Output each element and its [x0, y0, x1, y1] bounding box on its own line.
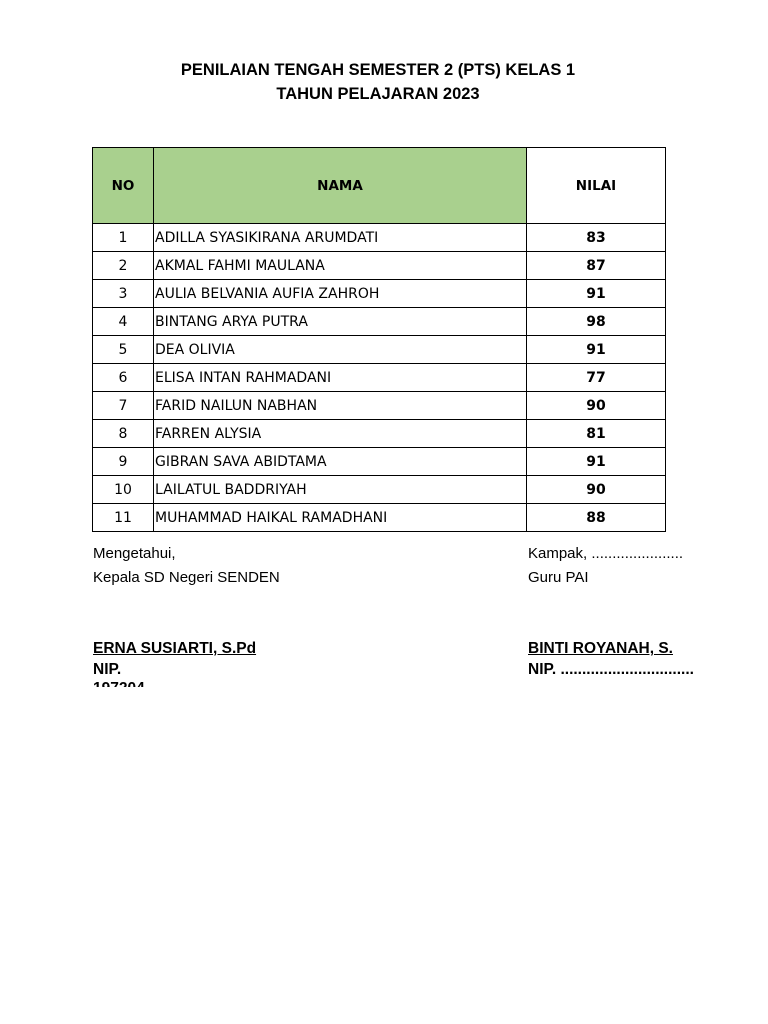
table-row	[93, 364, 666, 392]
cell-no: 3	[93, 280, 154, 308]
cell-nilai: 87	[527, 252, 666, 280]
cell-nilai: 91	[527, 448, 666, 476]
header-nilai: NILAI	[527, 148, 666, 224]
cell-nilai: 88	[527, 504, 666, 532]
cell-nilai: 90	[527, 476, 666, 504]
table-row	[93, 280, 666, 308]
cell-nilai: 90	[527, 392, 666, 420]
cell-no: 4	[93, 308, 154, 336]
cell-no: 5	[93, 336, 154, 364]
table-row	[93, 336, 666, 364]
table-row	[93, 392, 666, 420]
table-row	[93, 476, 666, 504]
cell-no: 8	[93, 420, 154, 448]
cell-nilai: 77	[527, 364, 666, 392]
page-bottom-blank	[0, 687, 768, 1024]
header-no: NO	[93, 148, 154, 224]
table-row	[93, 504, 666, 532]
right-signature-role: Guru PAI	[528, 569, 589, 586]
table-row	[93, 448, 666, 476]
cell-nama: LAILATUL BADDRIYAH	[154, 476, 527, 504]
cell-nama: AKMAL FAHMI MAULANA	[154, 252, 527, 280]
right-signature-place-date: Kampak, ......................	[528, 545, 684, 562]
cell-nama: ELISA INTAN RAHMADANI	[154, 364, 527, 392]
document-title: PENILAIAN TENGAH SEMESTER 2 (PTS) KELAS 1	[180, 61, 576, 79]
cell-no: 11	[93, 504, 154, 532]
cell-nama: FARID NAILUN NABHAN	[154, 392, 527, 420]
cell-nilai: 91	[527, 336, 666, 364]
cell-nama: DEA OLIVIA	[154, 336, 527, 364]
cell-nama: GIBRAN SAVA ABIDTAMA	[154, 448, 527, 476]
cell-nilai: 91	[527, 280, 666, 308]
table-header-row	[93, 148, 666, 224]
header-nama: NAMA	[154, 148, 527, 224]
table-row	[93, 420, 666, 448]
left-signature-role: Kepala SD Negeri SENDEN	[93, 569, 280, 586]
cell-nilai: 81	[527, 420, 666, 448]
cell-no: 7	[93, 392, 154, 420]
cell-no: 9	[93, 448, 154, 476]
cell-no: 6	[93, 364, 154, 392]
table-row	[93, 252, 666, 280]
cell-nama: BINTANG ARYA PUTRA	[154, 308, 527, 336]
left-signature-acknowledged: Mengetahui,	[93, 545, 176, 562]
cell-nilai: 98	[527, 308, 666, 336]
cell-no: 2	[93, 252, 154, 280]
cell-nama: AULIA BELVANIA AUFIA ZAHROH	[154, 280, 527, 308]
cell-nama: FARREN ALYSIA	[154, 420, 527, 448]
table-row	[93, 308, 666, 336]
cell-nilai: 83	[527, 224, 666, 252]
table-body	[93, 224, 666, 532]
left-signature-name: ERNA SUSIARTI, S.Pd	[93, 640, 257, 657]
cell-nama: ADILLA SYASIKIRANA ARUMDATI	[154, 224, 527, 252]
cell-nama: MUHAMMAD HAIKAL RAMADHANI	[154, 504, 527, 532]
document-subtitle: TAHUN PELAJARAN 2023	[276, 85, 480, 103]
cell-no: 10	[93, 476, 154, 504]
right-signature-name: BINTI ROYANAH, S.	[528, 640, 673, 657]
grades-table	[92, 147, 666, 532]
left-signature-nip-label: NIP.	[93, 661, 122, 678]
cell-no: 1	[93, 224, 154, 252]
right-signature-nip: NIP. ...............................	[528, 661, 694, 678]
table-row	[93, 224, 666, 252]
